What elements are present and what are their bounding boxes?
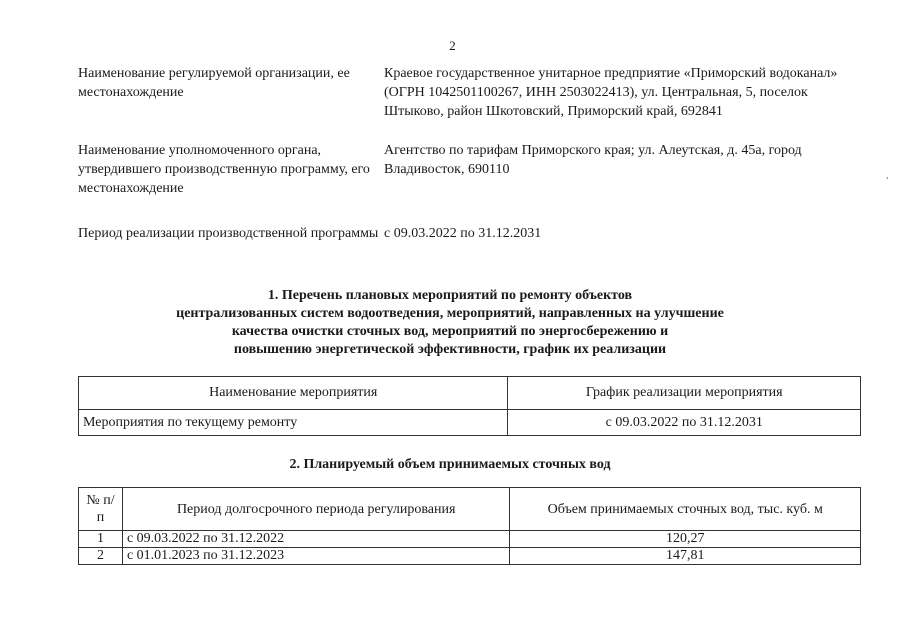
section1-title-line: 1. Перечень плановых мероприятий по ремонту объектов	[267, 288, 633, 303]
wastewater-volume-table	[78, 487, 861, 565]
column-header-volume: Объем принимаемых сточных вод, тыс. куб. м	[510, 488, 861, 531]
column-header-period: Период долгосрочного периода регулирования	[122, 488, 509, 531]
period-value: с 09.03.2022 по 31.12.2031	[384, 226, 542, 241]
org-name-label: Наименование регулируемой организации, ее местонахождение	[78, 66, 350, 100]
scan-mark: ,	[886, 170, 889, 181]
period-cell: с 09.03.2022 по 31.12.2022	[122, 531, 509, 548]
schedule-cell: с 09.03.2022 по 31.12.2031	[508, 410, 861, 436]
table-header-row	[79, 488, 861, 531]
column-header-schedule: График реализации мероприятия	[508, 377, 861, 410]
authority-value: Агентство по тарифам Приморского края; ул. Алеутская, д. 45а, город Владивосток, 690110	[384, 143, 802, 177]
volume-cell: 120,27	[510, 531, 861, 548]
table-row	[79, 548, 861, 565]
table-row	[79, 410, 861, 436]
org-name-value: Краевое государственное унитарное предприятие «Приморский водоканал» (ОГРН 1042501100267, ИНН 2503022413), ул. Центральная, 5, поселок Штыково, район Шкотовский, Приморский край, 692841	[384, 66, 838, 119]
section1-title-line: качества очистки сточных вод, мероприятий по энергосбережению и	[231, 324, 669, 339]
page-number: 2	[449, 38, 456, 53]
column-header-measure: Наименование мероприятия	[79, 377, 508, 410]
table-header-row	[79, 377, 861, 410]
section1-title-line: централизованных систем водоотведения, мероприятий, направленных на улучшение	[176, 306, 724, 321]
period-label: Период реализации производственной программы	[78, 226, 379, 241]
authority-label: Наименование уполномоченного органа, утвердившего производственную программу, его местонахождение	[78, 143, 370, 196]
period-cell: с 01.01.2023 по 31.12.2023	[122, 548, 509, 565]
volume-cell: 147,81	[510, 548, 861, 565]
section1-title	[100, 287, 800, 359]
measure-cell: Мероприятия по текущему ремонту	[79, 410, 508, 436]
table-row	[79, 531, 861, 548]
row-number-cell: 2	[79, 548, 123, 565]
row-number-cell: 1	[79, 531, 123, 548]
measures-table	[78, 376, 861, 436]
section2-title: 2. Планируемый объем принимаемых сточных вод	[289, 457, 611, 472]
column-header-number: № п/п	[79, 488, 123, 531]
section1-title-line: повышению энергетической эффективности, график их реализации	[233, 342, 667, 357]
